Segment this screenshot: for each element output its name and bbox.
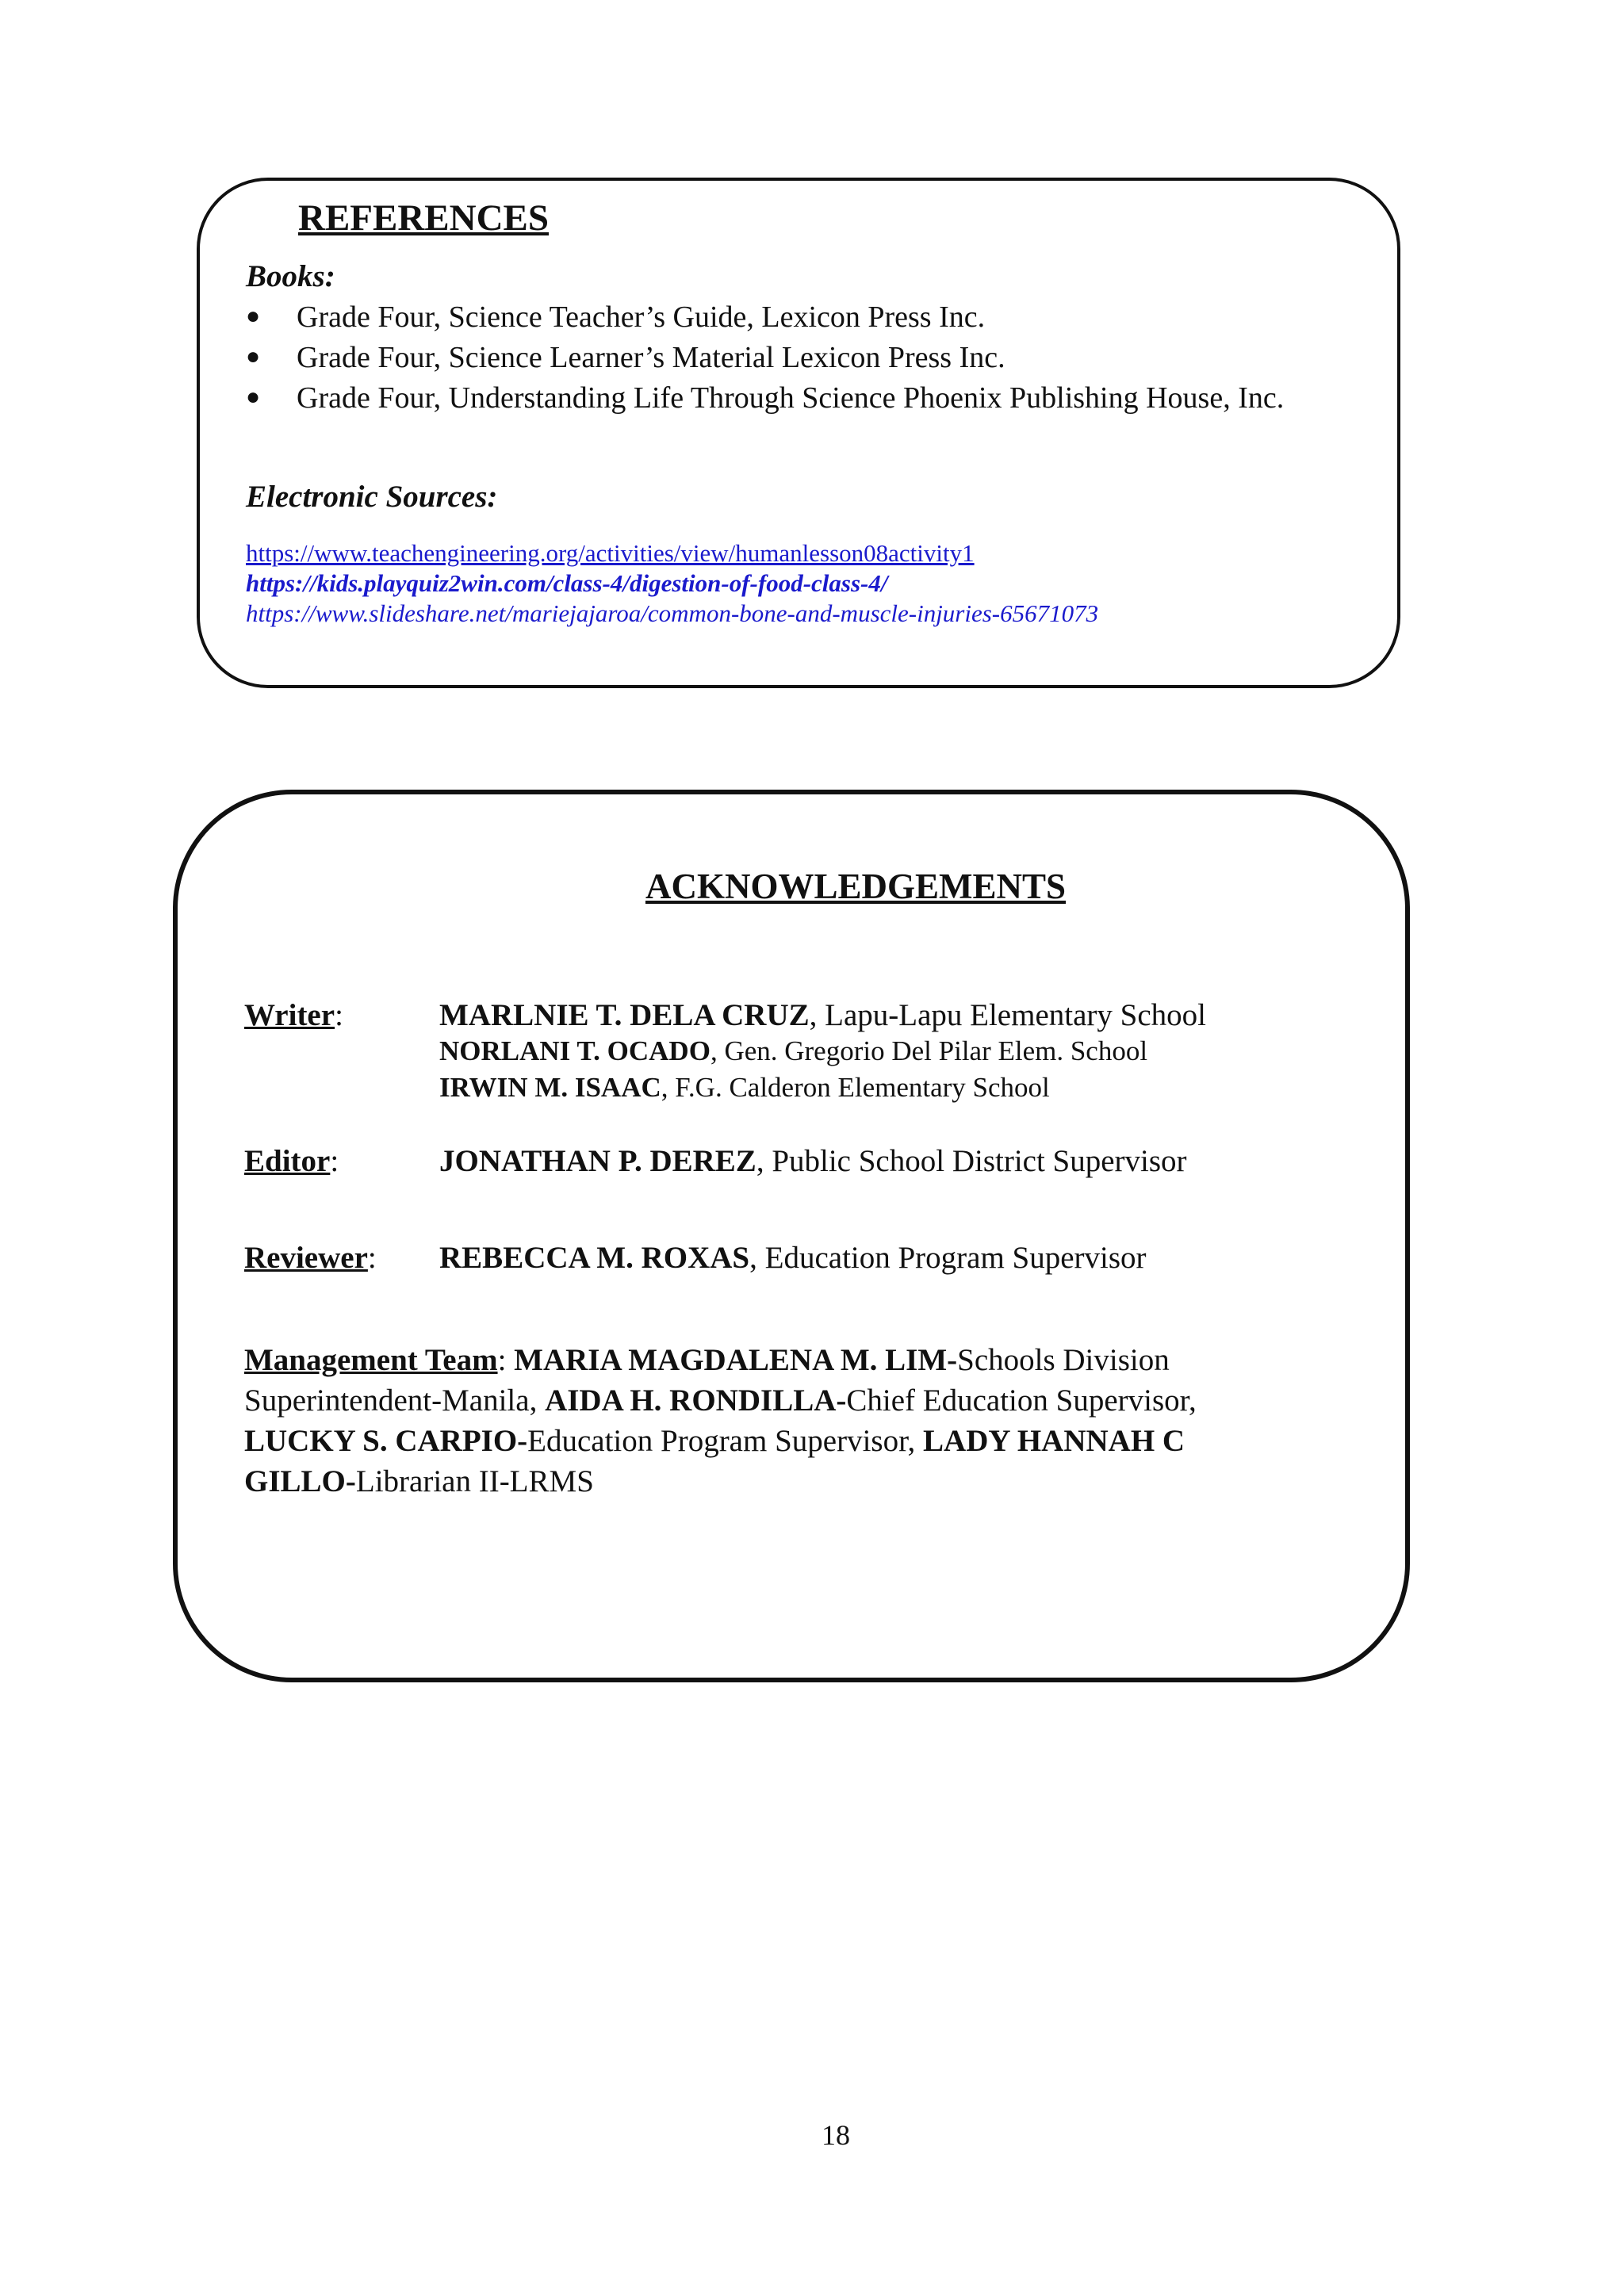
page-number: 18 <box>822 2119 850 2151</box>
acknowledgements-box <box>173 790 1410 1682</box>
writer-entry: NORLANI T. OCADO, Gen. Gregorio Del Pilar Elem. School <box>439 1035 1148 1066</box>
reference-link[interactable]: https://www.teachengineering.org/activities/view/humanlesson08activity1 <box>246 539 975 567</box>
writer-entry: IRWIN M. ISAAC, F.G. Calderon Elementary School <box>439 1072 1050 1103</box>
acknowledgements-title: ACKNOWLEDGEMENTS <box>645 867 1067 906</box>
references-box <box>197 178 1400 688</box>
management-team-label: Management Team <box>244 1343 498 1377</box>
editor-label: Editor: <box>244 1144 339 1178</box>
management-team-paragraph: Management Team: MARIA MAGDALENA M. LIM-Schools Division Superintendent-Manila, AIDA H. RONDILLA-Chief Education Supervisor, LUCKY S. CARPIO-Education Program Supervisor, LADY HANNAH C GILLO-Librarian II-LRMS <box>244 1343 1197 1498</box>
reference-link[interactable]: https://www.slideshare.net/mariejajaroa/common-bone-and-muscle-injuries-65671073 <box>246 599 1099 627</box>
editor-entry: JONATHAN P. DEREZ, Public School District Supervisor <box>439 1144 1187 1178</box>
books-label: Books: <box>246 259 335 293</box>
writer-label: Writer: <box>244 998 343 1032</box>
list-item: ● Grade Four, Science Learner’s Material Lexicon Press Inc. <box>246 341 1005 374</box>
list-item: ● Grade Four, Understanding Life Through Science Phoenix Publishing House, Inc. <box>246 381 1285 415</box>
reviewer-label: Reviewer: <box>244 1241 377 1275</box>
electronic-sources-label: Electronic Sources: <box>246 480 498 514</box>
list-item: ● Grade Four, Science Teacher’s Guide, Lexicon Press Inc. <box>246 300 986 334</box>
reference-link[interactable]: https://kids.playquiz2win.com/class-4/digestion-of-food-class-4/ <box>246 569 888 597</box>
reviewer-entry: REBECCA M. ROXAS, Education Program Supervisor <box>439 1241 1147 1275</box>
bullet-icon: ● <box>246 303 261 329</box>
writer-entry: MARLNIE T. DELA CRUZ, Lapu-Lapu Elementary School <box>439 998 1206 1032</box>
bullet-icon: ● <box>246 384 261 410</box>
bullet-icon: ● <box>246 343 261 369</box>
references-title: REFERENCES <box>298 197 550 239</box>
